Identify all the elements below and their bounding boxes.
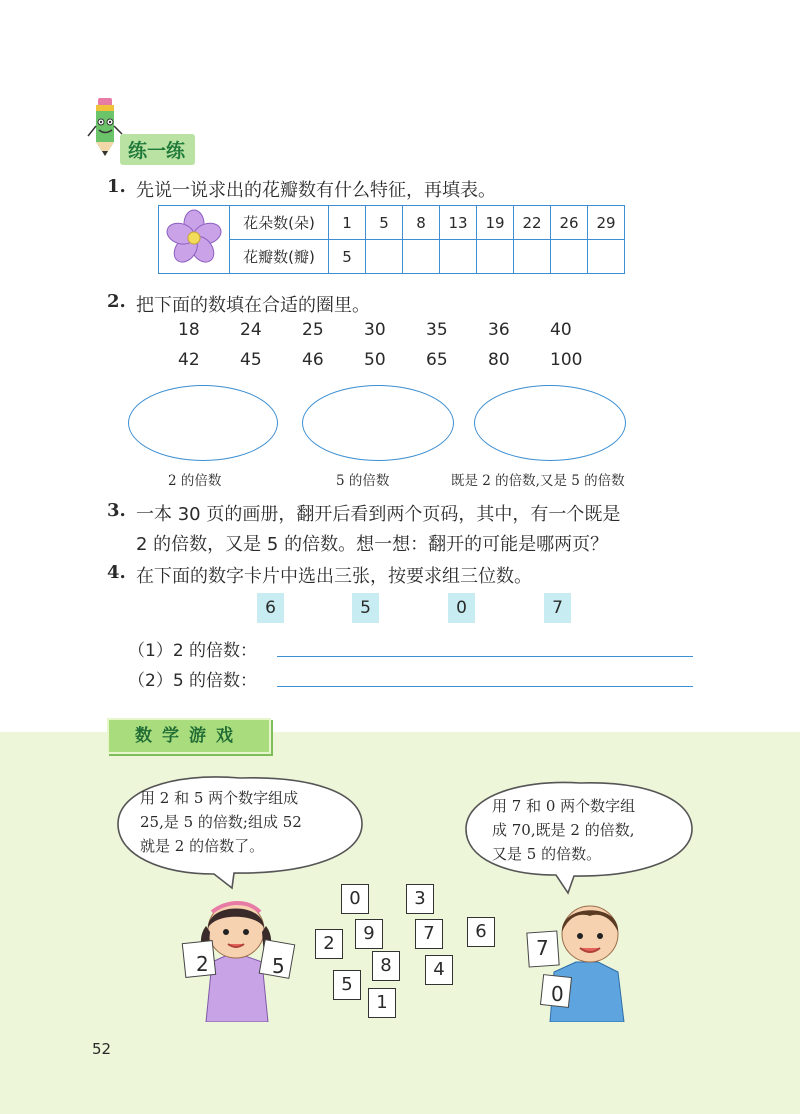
game-digit-card[interactable]: 1 bbox=[368, 988, 396, 1018]
page-number: 52 bbox=[92, 1040, 112, 1058]
digit-card[interactable]: 0 bbox=[448, 593, 475, 623]
digit-card[interactable]: 7 bbox=[544, 593, 571, 623]
girl-card-digit: 5 bbox=[272, 954, 285, 978]
section-title: 练一练 bbox=[120, 134, 195, 165]
flower-count-cell: 13 bbox=[440, 206, 477, 240]
number-item: 40 bbox=[550, 320, 572, 340]
number-item: 25 bbox=[302, 320, 324, 340]
answer-line-2[interactable] bbox=[277, 686, 693, 687]
bubble-left-line-2: 25,是 5 的倍数;组成 52 bbox=[140, 813, 302, 831]
boy-card-digit: 7 bbox=[536, 936, 549, 960]
petal-count-cell[interactable] bbox=[588, 240, 625, 274]
flower-count-cell: 29 bbox=[588, 206, 625, 240]
oval-multiples-of-2[interactable] bbox=[128, 385, 278, 461]
number-item: 50 bbox=[364, 350, 386, 370]
number-item: 45 bbox=[240, 350, 262, 370]
row-label-petals: 花瓣数(瓣) bbox=[230, 240, 329, 274]
digit-card[interactable]: 5 bbox=[352, 593, 379, 623]
question-3-number: 3. bbox=[107, 500, 126, 521]
question-3-line-1: 一本 30 页的画册，翻开后看到两个页码，其中，有一个既是 bbox=[136, 504, 621, 525]
question-1-text: 先说一说求出的花瓣数有什么特征，再填表。 bbox=[136, 180, 496, 201]
oval-multiples-of-2-and-5[interactable] bbox=[474, 385, 626, 461]
flower-count-cell: 22 bbox=[514, 206, 551, 240]
flower-count-cell: 1 bbox=[329, 206, 366, 240]
answer-line-1[interactable] bbox=[277, 656, 693, 657]
row-label-flowers: 花朵数(朵) bbox=[230, 206, 329, 240]
oval-label-5: 5 的倍数 bbox=[336, 473, 390, 489]
digit-card[interactable]: 6 bbox=[257, 593, 284, 623]
game-digit-card[interactable]: 9 bbox=[355, 919, 383, 949]
flower-count-cell: 5 bbox=[366, 206, 403, 240]
petal-count-cell[interactable] bbox=[514, 240, 551, 274]
bubble-left-line-3: 就是 2 的倍数了。 bbox=[140, 837, 265, 855]
oval-multiples-of-5[interactable] bbox=[302, 385, 454, 461]
petal-count-cell[interactable] bbox=[403, 240, 440, 274]
bubble-right-line-3: 又是 5 的倍数。 bbox=[492, 845, 602, 863]
game-digit-card[interactable]: 5 bbox=[333, 970, 361, 1000]
question-3-line-2: 2 的倍数，又是 5 的倍数。想一想：翻开的可能是哪两页？ bbox=[136, 534, 609, 555]
bubble-right-line-1: 用 7 和 0 两个数字组 bbox=[492, 797, 636, 815]
flower-count-cell: 26 bbox=[551, 206, 588, 240]
petal-count-cell[interactable] bbox=[477, 240, 514, 274]
number-item: 24 bbox=[240, 320, 262, 340]
sub-question-2: （2）5 的倍数： bbox=[128, 671, 258, 691]
number-item: 36 bbox=[488, 320, 510, 340]
game-digit-card[interactable]: 0 bbox=[341, 884, 369, 914]
petal-count-cell[interactable] bbox=[440, 240, 477, 274]
number-item: 18 bbox=[178, 320, 200, 340]
girl-card-digit: 2 bbox=[196, 952, 209, 976]
game-digit-card[interactable]: 6 bbox=[467, 917, 495, 947]
flower-petal-table bbox=[158, 205, 625, 274]
number-item: 42 bbox=[178, 350, 200, 370]
question-4-number: 4. bbox=[107, 562, 126, 583]
game-digit-card[interactable]: 8 bbox=[372, 951, 400, 981]
petal-count-cell[interactable] bbox=[366, 240, 403, 274]
oval-label-2: 2 的倍数 bbox=[168, 473, 222, 489]
game-digit-card[interactable]: 4 bbox=[425, 955, 453, 985]
number-item: 46 bbox=[302, 350, 324, 370]
number-item: 35 bbox=[426, 320, 448, 340]
game-digit-card[interactable]: 2 bbox=[315, 929, 343, 959]
question-4-text: 在下面的数字卡片中选出三张，按要求组三位数。 bbox=[136, 566, 532, 587]
number-item: 100 bbox=[550, 350, 583, 370]
question-2-number: 2. bbox=[107, 291, 126, 312]
sub-question-1: （1）2 的倍数： bbox=[128, 641, 258, 661]
game-digit-card[interactable]: 3 bbox=[406, 884, 434, 914]
number-item: 30 bbox=[364, 320, 386, 340]
number-item: 65 bbox=[426, 350, 448, 370]
question-1-number: 1. bbox=[107, 176, 126, 197]
flower-cell bbox=[159, 206, 230, 274]
bubble-left-line-1: 用 2 和 5 两个数字组成 bbox=[140, 789, 299, 807]
bubble-right-line-2: 成 70,既是 2 的倍数, bbox=[492, 821, 635, 839]
boy-card-digit: 0 bbox=[551, 982, 564, 1006]
game-section-title: 数学游戏 bbox=[107, 718, 271, 754]
petal-count-cell[interactable]: 5 bbox=[329, 240, 366, 274]
flower-count-cell: 8 bbox=[403, 206, 440, 240]
petal-count-cell[interactable] bbox=[551, 240, 588, 274]
question-2-text: 把下面的数填在合适的圈里。 bbox=[136, 295, 370, 316]
flower-count-cell: 19 bbox=[477, 206, 514, 240]
oval-label-2-and-5: 既是 2 的倍数,又是 5 的倍数 bbox=[451, 473, 625, 489]
number-item: 80 bbox=[488, 350, 510, 370]
flower-icon bbox=[164, 208, 224, 268]
game-digit-card[interactable]: 7 bbox=[415, 919, 443, 949]
